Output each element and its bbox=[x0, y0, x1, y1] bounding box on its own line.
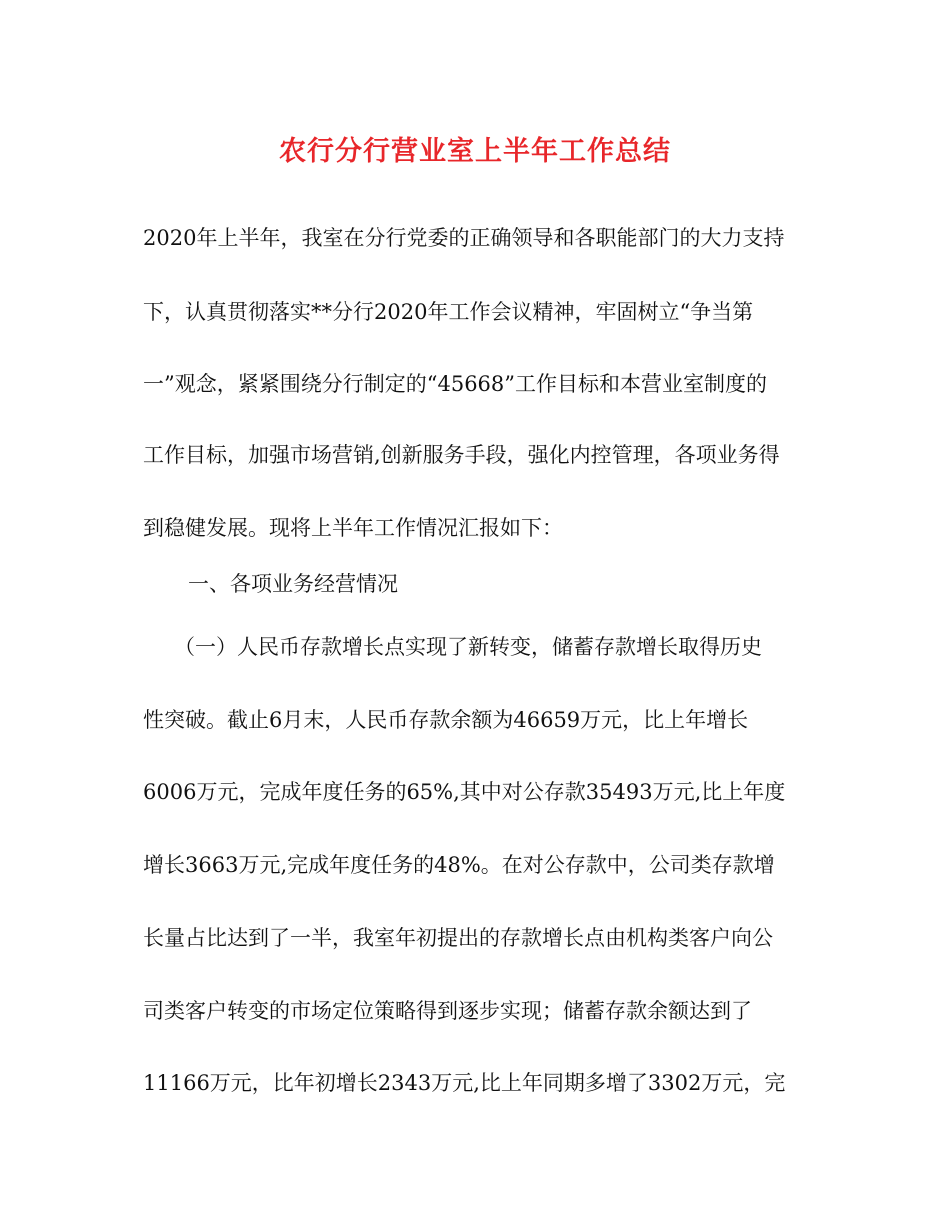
paragraph-line-7: 性突破。截止6月末，人民币存款余额为46659万元，比上年增长 bbox=[143, 708, 749, 732]
paragraph-line-1: 2020年上半年，我室在分行党委的正确领导和各职能部门的大力支持 bbox=[143, 226, 785, 250]
paragraph-line-9: 增长3663万元,完成年度任务的48%。在对公存款中，公司类存款增 bbox=[143, 853, 775, 877]
paragraph-line-8: 6006万元，完成年度任务的65%,其中对公存款35493万元,比上年度 bbox=[143, 780, 786, 804]
section-heading-1: 一、各项业务经营情况 bbox=[188, 572, 398, 596]
paragraph-line-10: 长量占比达到了一半，我室年初提出的存款增长点由机构类客户向公 bbox=[143, 926, 773, 950]
paragraph-line-4: 工作目标，加强市场营销,创新服务手段，强化内控管理，各项业务得 bbox=[143, 443, 780, 467]
paragraph-line-2: 下，认真贯彻落实**分行2020年工作会议精神，牢固树立“争当第 bbox=[143, 300, 754, 324]
paragraph-line-6: （一）人民币存款增长点实现了新转变，储蓄存款增长取得历史 bbox=[174, 635, 762, 659]
paragraph-line-5: 到稳健发展。现将上半年工作情况汇报如下： bbox=[143, 516, 563, 540]
paragraph-line-12: 11166万元，比年初增长2343万元,比上年同期多增了3302万元，完 bbox=[143, 1071, 786, 1095]
document-title: 农行分行营业室上半年工作总结 bbox=[279, 136, 671, 167]
paragraph-line-11: 司类客户转变的市场定位策略得到逐步实现；储蓄存款余额达到了 bbox=[143, 999, 752, 1023]
paragraph-line-3: 一”观念，紧紧围绕分行制定的“45668”工作目标和本营业室制度的 bbox=[143, 372, 768, 396]
